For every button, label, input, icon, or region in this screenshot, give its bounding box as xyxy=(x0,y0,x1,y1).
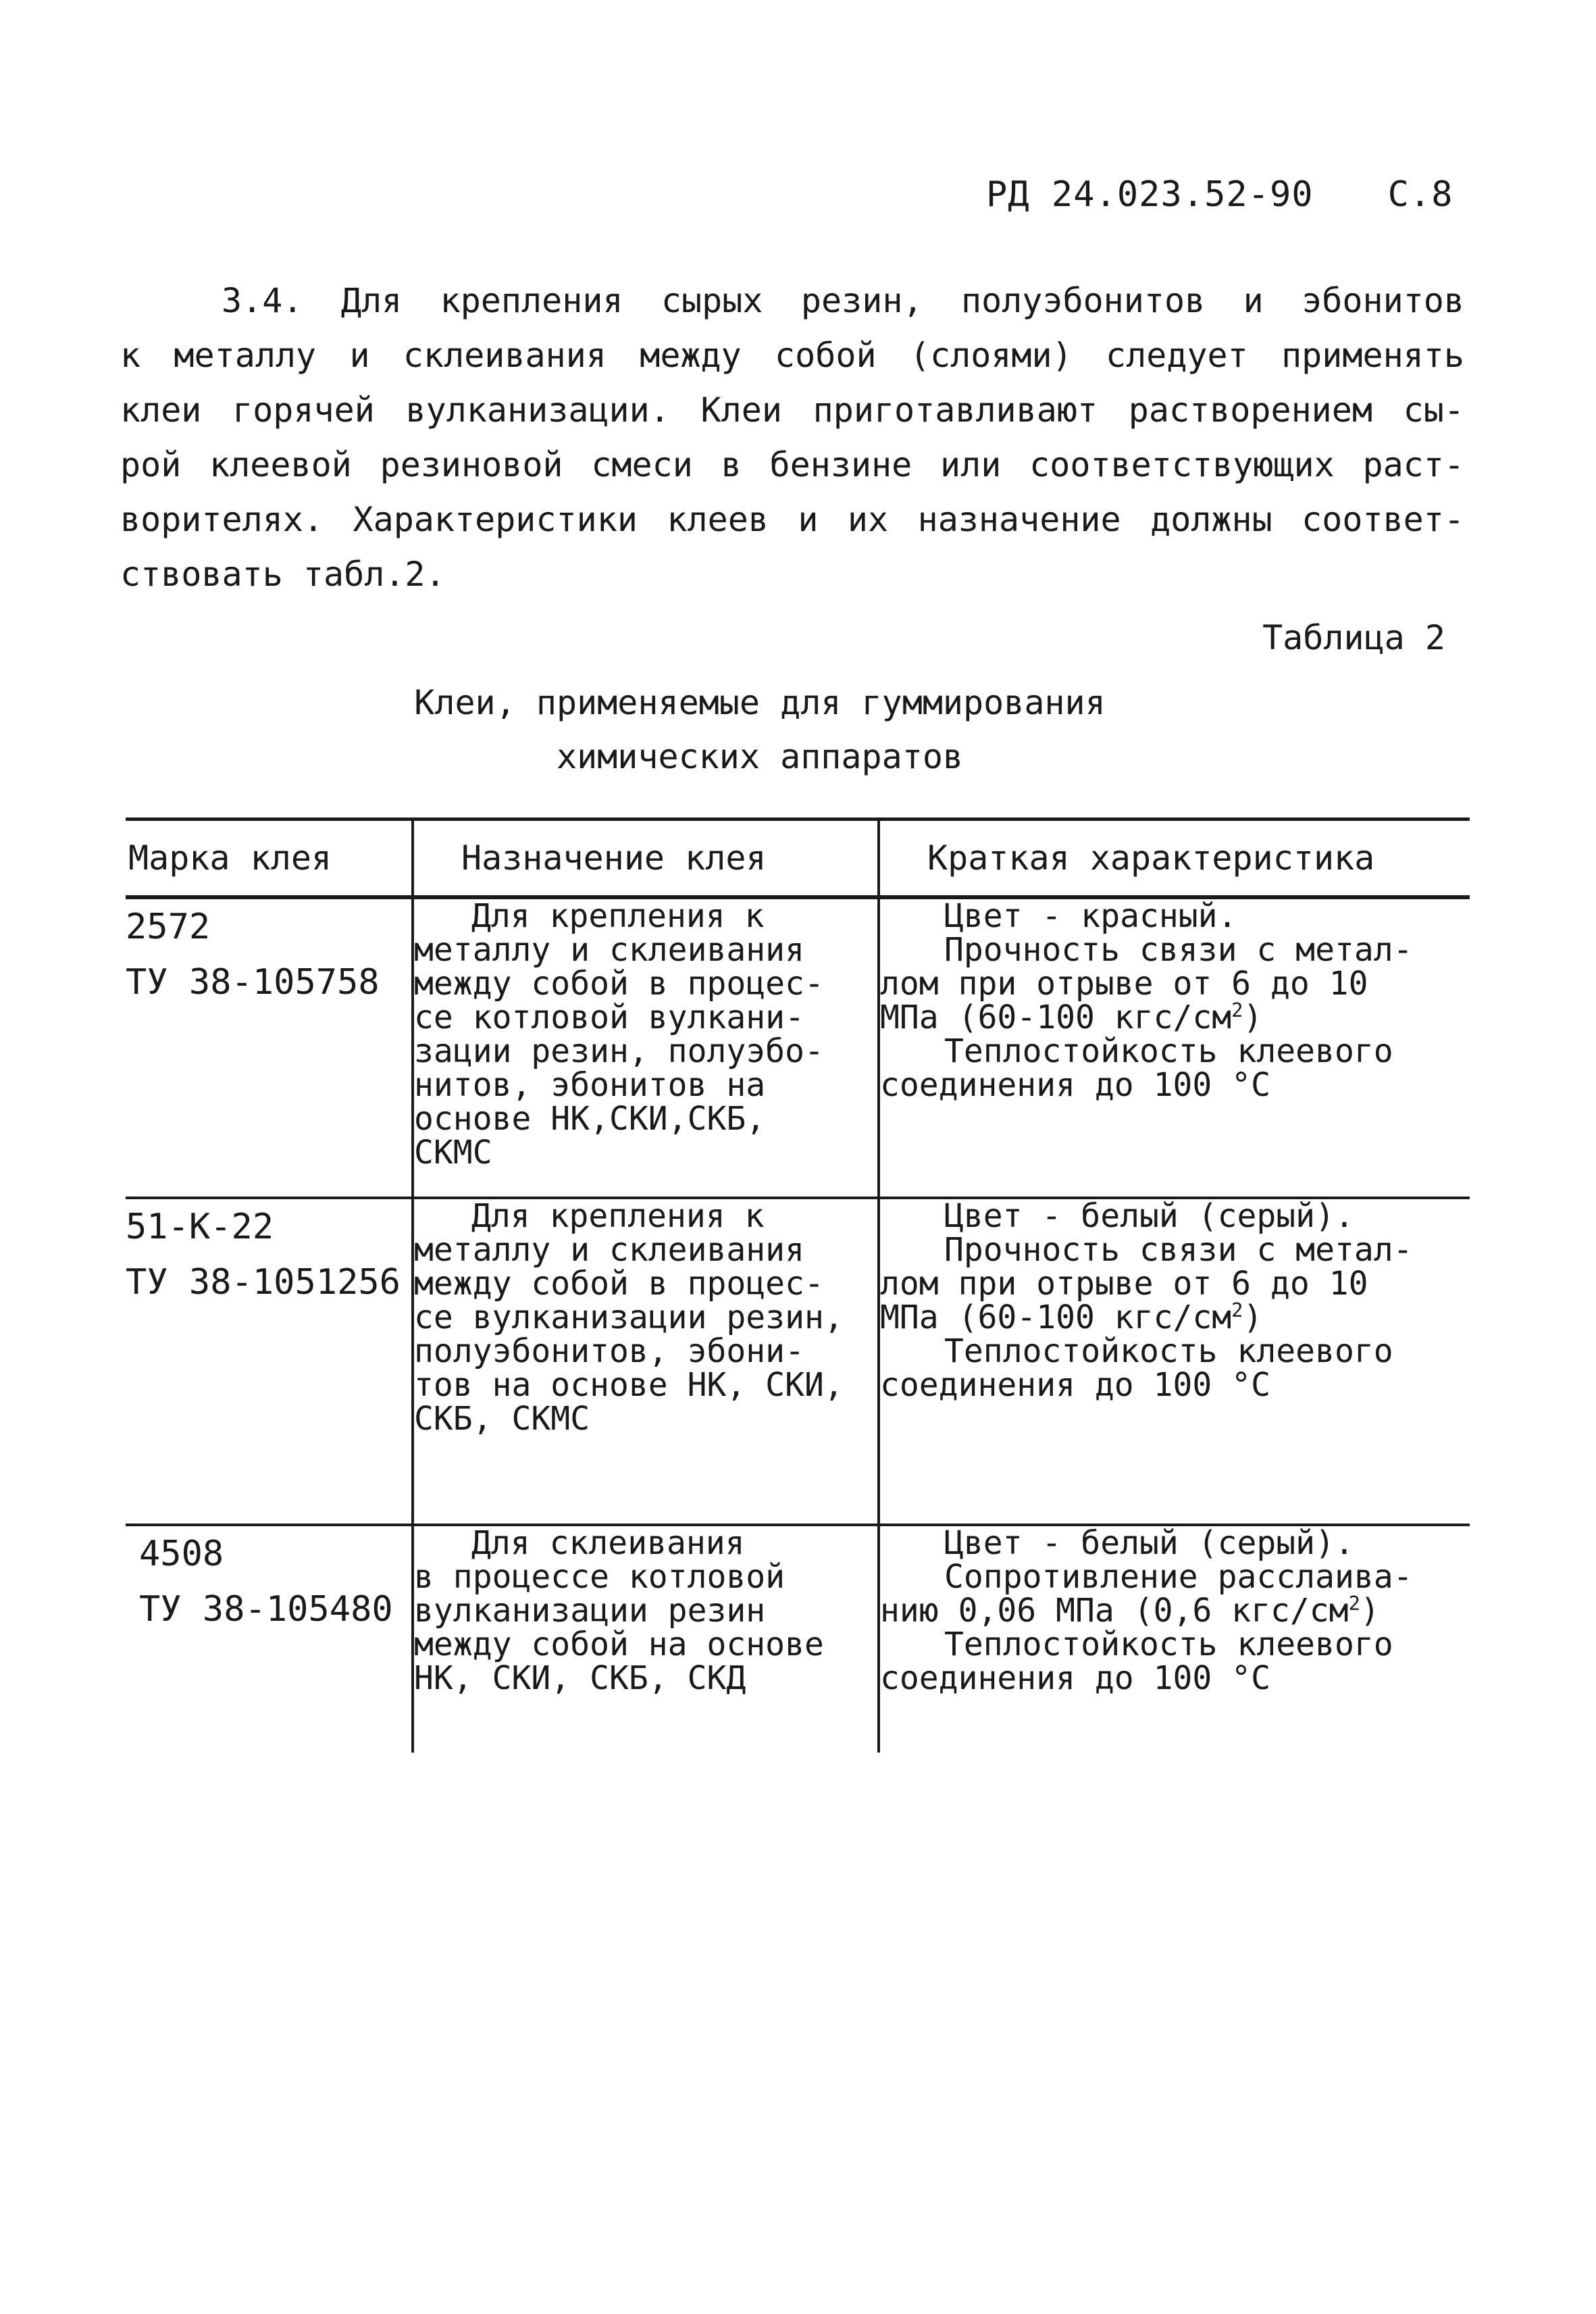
spec-line: Сопротивление расслаива- xyxy=(944,1558,1413,1596)
spec-line: Цвет - красный. xyxy=(944,897,1237,935)
spec-line: Теплостойкость клеевого xyxy=(944,1032,1393,1070)
spec-line: Цвет - белый (серый). xyxy=(944,1524,1354,1562)
purpose-line: металлу и склеивания xyxy=(414,1231,804,1269)
document-code: РД 24.023.52-90 xyxy=(986,174,1314,215)
purpose-line: се вулканизации резин, xyxy=(414,1299,844,1336)
brand-cell xyxy=(126,1525,413,1753)
paragraph-line: клеи горячей вулканизации. Клеи приготавливают растворением сы- xyxy=(120,391,1464,430)
purpose-line: нитов, эбонитов на xyxy=(414,1066,766,1104)
brand-name: 4508 xyxy=(139,1534,224,1574)
header-purpose: Назначение клея xyxy=(413,820,879,898)
purpose-line: СКМС xyxy=(414,1134,492,1172)
brand-cell xyxy=(126,897,413,1198)
spec-close-paren: ) xyxy=(1243,999,1263,1036)
purpose-line: между собой в процес- xyxy=(414,965,824,1003)
spec-line: Теплостойкость клеевого xyxy=(944,1626,1393,1663)
spec-line: Теплостойкость клеевого xyxy=(944,1332,1393,1370)
paragraph-line: рой клеевой резиновой смеси в бензине или соответствующих раст- xyxy=(120,445,1464,484)
spec-line: лом при отрыве от 6 до 10 xyxy=(880,1265,1368,1303)
table-title-line-1: Клеи, применяемые для гуммирования xyxy=(414,683,1106,722)
spec-line: Цвет - белый (серый). xyxy=(944,1197,1354,1235)
brand-name: 2572 xyxy=(126,907,211,947)
glue-table xyxy=(126,818,1470,1753)
spec-superscript: 2 xyxy=(1348,1592,1360,1615)
purpose-line: Для крепления к xyxy=(471,897,765,935)
spec-line: соединения до 100 °С xyxy=(880,1659,1270,1697)
purpose-line: между собой в процес- xyxy=(414,1265,824,1303)
header-brand: Марка клея xyxy=(128,838,332,878)
spec-cell xyxy=(879,897,1470,1198)
purpose-line: между собой на основе xyxy=(414,1626,824,1663)
spec-line: соединения до 100 °С xyxy=(880,1066,1270,1104)
spec-line-text: МПа (60-100 кгс/см xyxy=(880,1299,1232,1336)
purpose-line: Для крепления к xyxy=(471,1197,765,1235)
purpose-line: металлу и склеивания xyxy=(414,931,804,969)
table-row xyxy=(126,897,1470,1198)
purpose-line: СКБ, СКМС xyxy=(414,1400,590,1438)
paragraph-line: ствовать табл.2. xyxy=(120,555,446,594)
brand-tu: ТУ 38-105480 xyxy=(139,1589,393,1630)
spec-close-paren: ) xyxy=(1243,1299,1263,1336)
spec-line xyxy=(880,1001,1470,1034)
purpose-line: се котловой вулкани- xyxy=(414,999,804,1036)
table-title xyxy=(270,676,1250,784)
spec-cell xyxy=(879,1198,1470,1525)
purpose-line: полуэбонитов, эбони- xyxy=(414,1332,804,1370)
table-label: Таблица 2 xyxy=(1262,618,1445,657)
page-header xyxy=(986,174,1567,215)
spec-line xyxy=(880,1594,1470,1628)
paragraph-3-4 xyxy=(120,274,1464,602)
purpose-cell xyxy=(413,1198,879,1525)
purpose-line: основе НК,СКИ,СКБ, xyxy=(414,1100,766,1138)
purpose-cell xyxy=(413,897,879,1198)
paragraph-line: ворителях. Характеристики клеев и их назначение должны соответ- xyxy=(120,500,1464,539)
brand-cell xyxy=(126,1198,413,1525)
spec-line xyxy=(880,1301,1470,1334)
header-characteristics: Краткая характеристика xyxy=(879,820,1470,898)
brand-tu: ТУ 38-105758 xyxy=(126,962,380,1003)
table-title-line-2: химических аппаратов xyxy=(556,737,964,776)
spec-line-text: нию 0,06 МПа (0,6 кгс/см xyxy=(880,1592,1349,1630)
purpose-line: вулканизации резин xyxy=(414,1592,766,1630)
purpose-cell xyxy=(413,1525,879,1753)
table-row xyxy=(126,1198,1470,1525)
spec-superscript: 2 xyxy=(1231,1299,1243,1322)
spec-line: лом при отрыве от 6 до 10 xyxy=(880,965,1368,1003)
spec-line-text: МПа (60-100 кгс/см xyxy=(880,999,1232,1036)
purpose-line: в процессе котловой xyxy=(414,1558,786,1596)
spec-cell xyxy=(879,1525,1470,1753)
paragraph-line: 3.4. Для крепления сырых резин, полуэбонитов и эбонитов xyxy=(222,281,1464,320)
purpose-line: зации резин, полуэбо- xyxy=(414,1032,824,1070)
spec-close-paren: ) xyxy=(1360,1592,1380,1630)
table-row xyxy=(126,1525,1470,1753)
spec-superscript: 2 xyxy=(1231,999,1243,1022)
purpose-line: тов на основе НК, СКИ, xyxy=(414,1366,844,1404)
purpose-line: Для склеивания xyxy=(471,1524,745,1562)
page-number: С.8 xyxy=(1387,174,1453,215)
table-header-row xyxy=(126,820,1470,898)
brand-name: 51-К-22 xyxy=(126,1207,274,1247)
purpose-line: НК, СКИ, СКБ, СКД xyxy=(414,1659,746,1697)
brand-tu: ТУ 38-1051256 xyxy=(126,1262,401,1303)
paragraph-line: к металлу и склеивания между собой (слоями) следует применять xyxy=(120,336,1464,375)
spec-line: соединения до 100 °С xyxy=(880,1366,1270,1404)
spec-line: Прочность связи с метал- xyxy=(944,931,1413,969)
spec-line: Прочность связи с метал- xyxy=(944,1231,1413,1269)
